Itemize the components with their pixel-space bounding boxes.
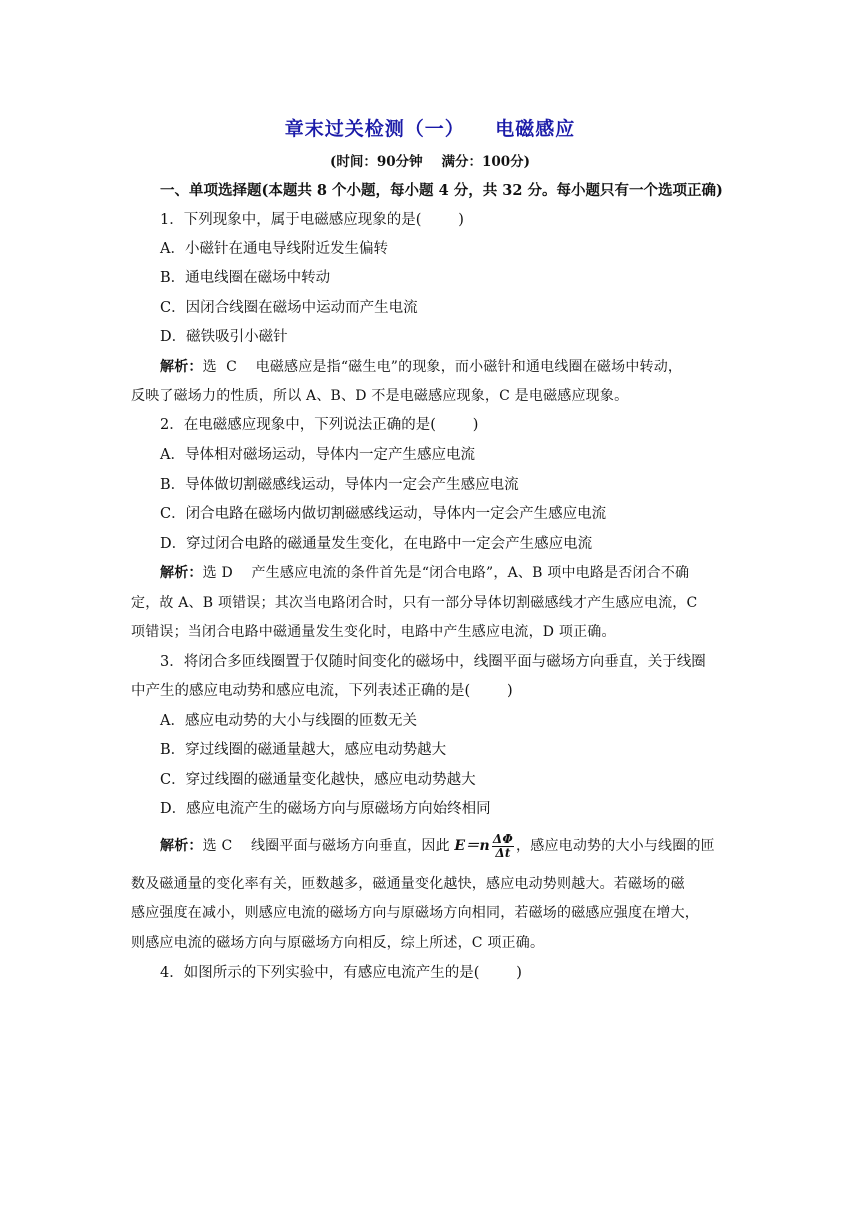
analysis-text: ，感应电动势的大小与线圈的匝	[516, 838, 715, 854]
question-1-analysis-line-2: 反映了磁场力的性质，所以 A、B、D 不是电磁感应现象，C 是电磁感应现象。	[131, 388, 629, 404]
question-3-analysis-line-1	[160, 830, 715, 862]
question-2-analysis-line-1	[160, 563, 689, 583]
question-3-analysis-line-3: 感应强度在减小，则感应电流的磁场方向与原磁场方向相同，若磁场的磁感应强度在增大，	[131, 905, 699, 921]
question-2-option-c: C．闭合电路在磁场内做切割磁感线运动，导体内一定会产生感应电流	[160, 506, 607, 522]
question-3-option-b: B．穿过线圈的磁通量越大，感应电动势越大	[160, 742, 447, 758]
question-3-analysis-line-4: 则感应电流的磁场方向与原磁场方向相反，综上所述，C 项正确。	[131, 935, 545, 951]
page-title: 章末过关检测（一） 电磁感应	[284, 118, 576, 140]
question-2-option-b: B．导体做切割磁感线运动，导体内一定会产生感应电流	[160, 477, 519, 493]
question-1-option-b: B．通电线圈在磁场中转动	[160, 270, 331, 286]
analysis-label: 解析：	[160, 838, 203, 854]
question-1-option-d: D．磁铁吸引小磁针	[160, 329, 288, 345]
question-2-option-a: A．导体相对磁场运动，导体内一定产生感应电流	[160, 447, 475, 463]
question-3-option-a: A．感应电动势的大小与线圈的匝数无关	[160, 713, 417, 729]
question-1-option-a: A．小磁针在通电导线附近发生偏转	[160, 241, 388, 257]
question-3-stem-line-1: 3．将闭合多匝线圈置于仅随时间变化的磁场中，线圈平面与磁场方向垂直，关于线圈	[160, 654, 706, 670]
question-3-analysis-line-2: 数及磁通量的变化率有关，匝数越多，磁通量变化越快，感应电动势则越大。若磁场的磁	[131, 876, 685, 892]
question-2-stem: 2．在电磁感应现象中，下列说法正确的是( )	[160, 417, 479, 433]
analysis-text: 选 C 线圈平面与磁场方向垂直，因此	[202, 838, 455, 854]
formula-denominator: Δt	[495, 845, 511, 860]
question-2-analysis-line-2: 定，故 A、B 项错误；其次当电路闭合时，只有一部分导体切割磁感线才产生感应电流，C	[131, 595, 698, 611]
exam-info: (时间：90分钟 满分：100分)	[329, 154, 531, 170]
formula-fraction	[492, 833, 514, 860]
question-4-stem: 4．如图所示的下列实验中，有感应电流产生的是( )	[160, 965, 522, 981]
analysis-text: 选 D 产生感应电流的条件首先是“闭合电路”，A、B 项中电路是否闭合不确	[202, 565, 690, 581]
analysis-label: 解析：	[160, 359, 203, 375]
question-1-stem: 1．下列现象中，属于电磁感应现象的是( )	[160, 212, 464, 228]
question-1-option-c: C．因闭合线圈在磁场中运动而产生电流	[160, 300, 418, 316]
section-heading: 一、单项选择题(本题共 8 个小题，每小题 4 分，共 32 分。每小题只有一个选项正确)	[160, 182, 723, 199]
question-3-option-d: D．感应电流产生的磁场方向与原磁场方向始终相同	[160, 801, 491, 817]
question-1-analysis-line-1	[160, 357, 682, 377]
analysis-label: 解析：	[160, 565, 203, 581]
formula-numerator: ΔΦ	[492, 831, 514, 846]
question-3-option-c: C．穿过线圈的磁通量变化越快，感应电动势越大	[160, 772, 476, 788]
formula-lhs: E＝n	[454, 838, 490, 854]
question-2-option-d: D．穿过闭合电路的磁通量发生变化，在电路中一定会产生感应电流	[160, 536, 593, 552]
question-3-stem-line-2: 中产生的感应电动势和感应电流，下列表述正确的是( )	[131, 683, 513, 699]
analysis-text: 选 C 电磁感应是指“磁生电”的现象，而小磁针和通电线圈在磁场中转动，	[202, 359, 683, 375]
question-2-analysis-line-3: 项错误；当闭合电路中磁通量发生变化时，电路中产生感应电流，D 项正确。	[131, 624, 616, 640]
